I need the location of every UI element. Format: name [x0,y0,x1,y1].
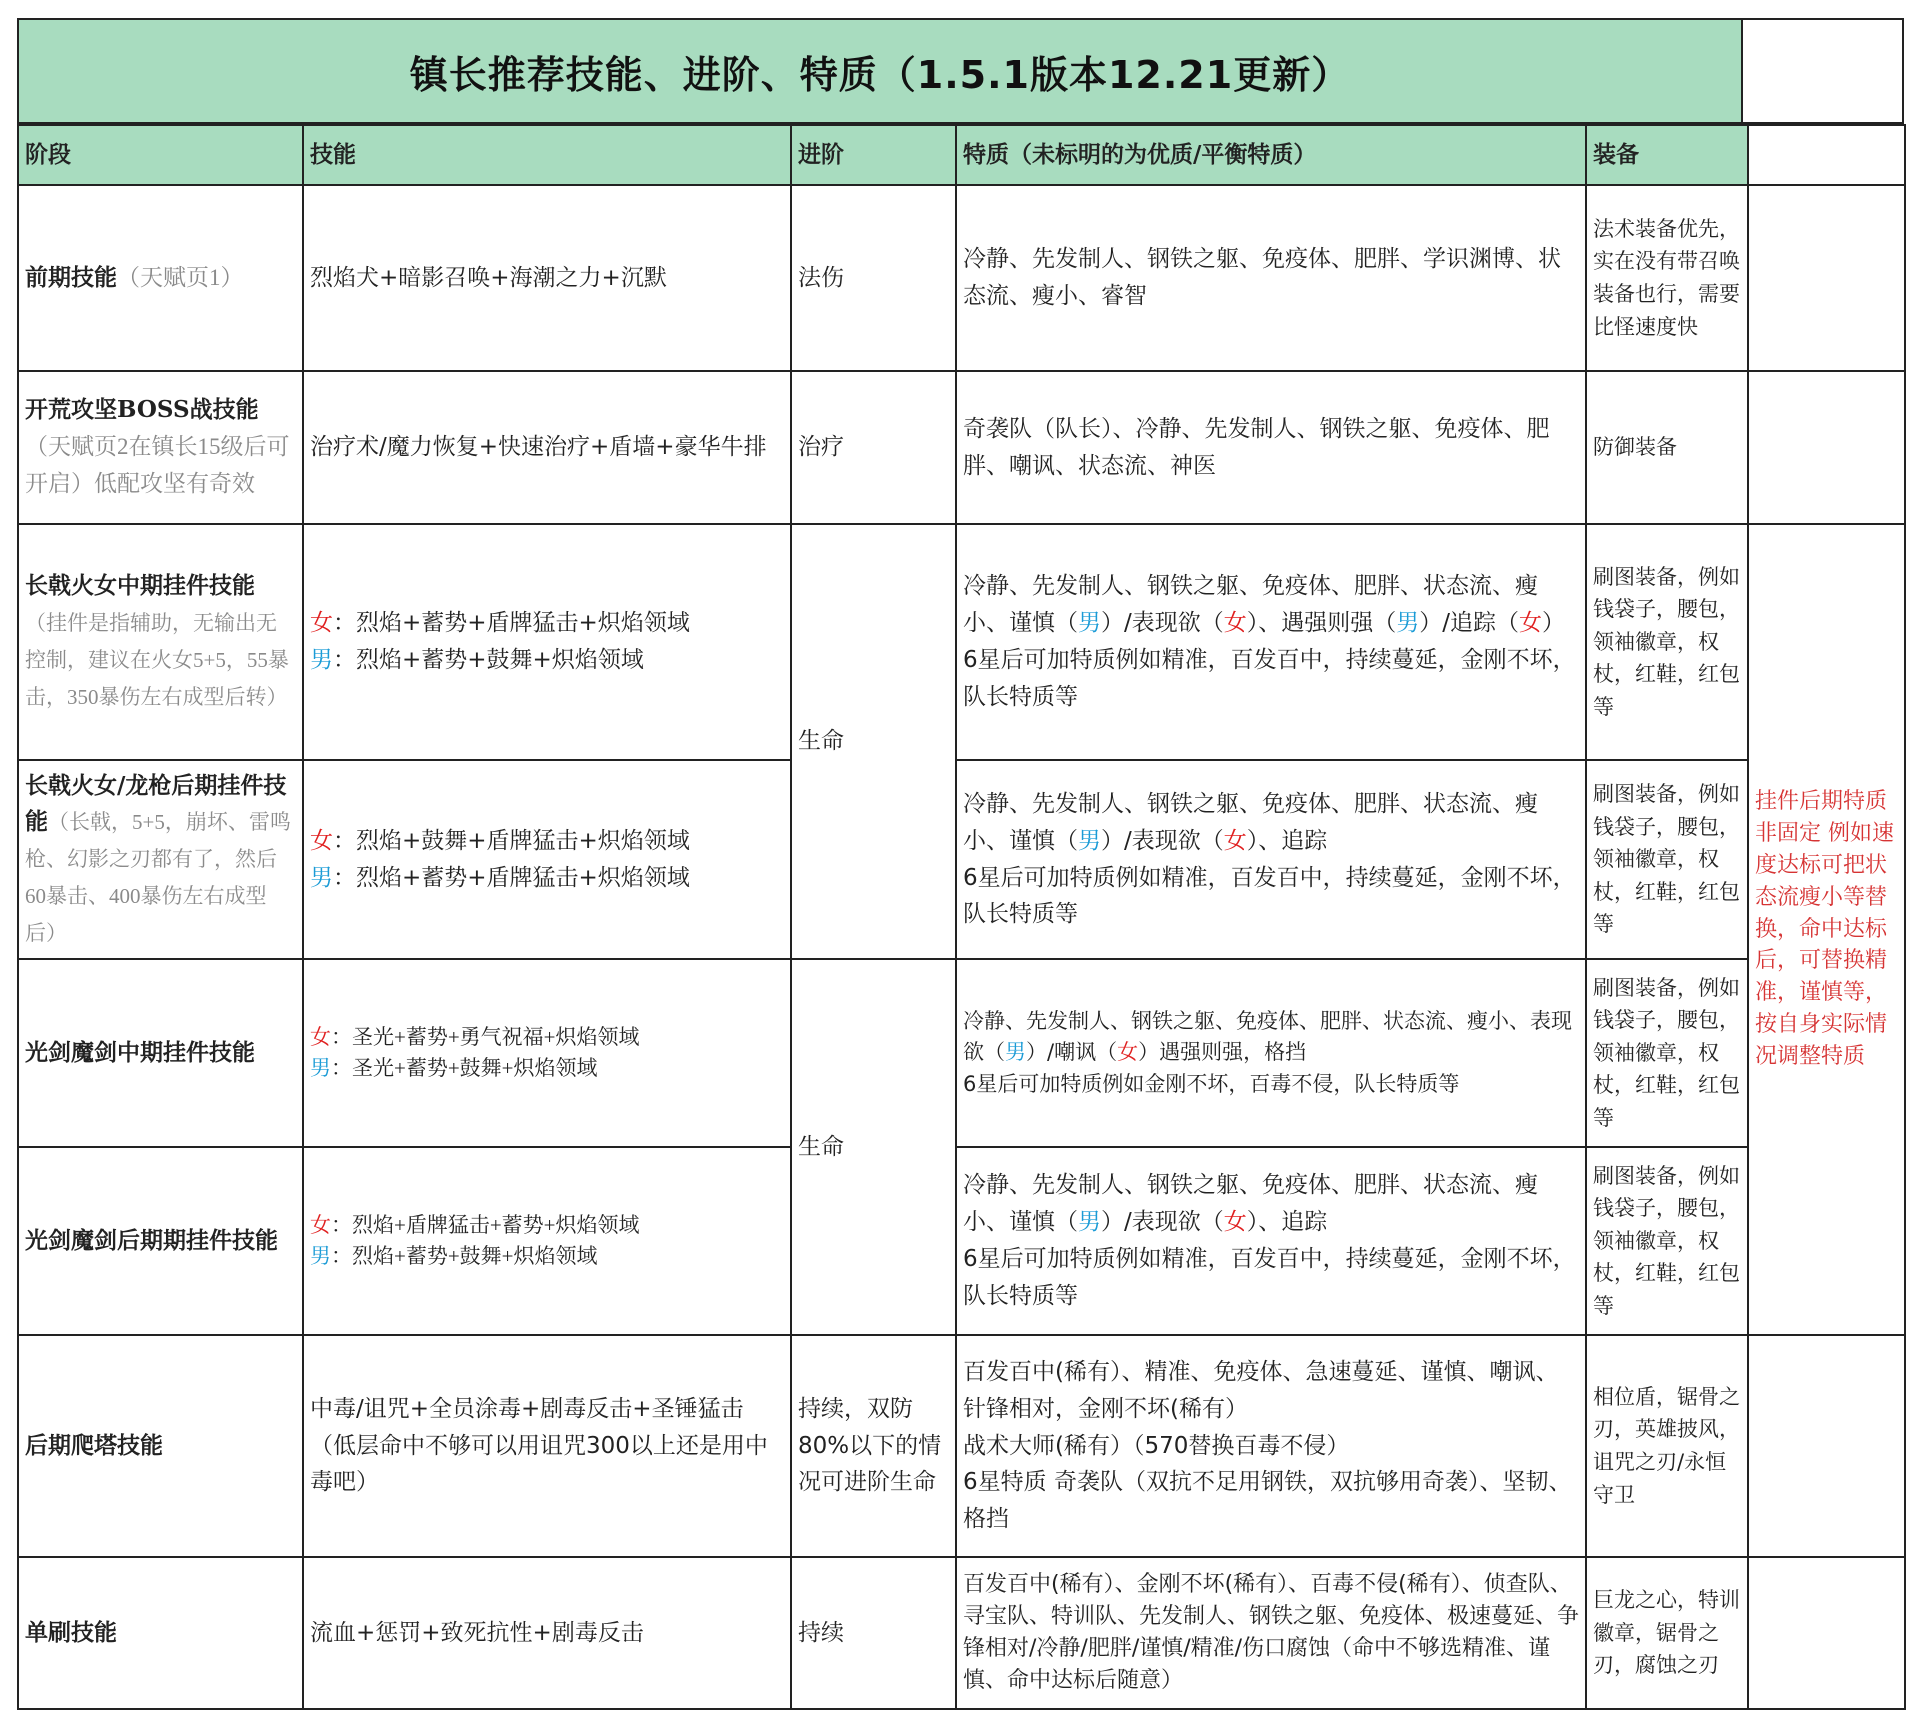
advance-cell: 持续 [791,1557,956,1709]
equip-cell: 刷图装备，例如钱袋子，腰包，领袖徽章，权杖，红鞋，红包等 [1586,524,1748,760]
table-row [18,524,1905,760]
header-trait: 特质（未标明的为优质/平衡特质） [956,125,1586,185]
blank-cell [1748,1557,1905,1709]
stage-note: （长戟，5+5，崩坏、雷鸣枪、幻影之刃都有了，然后60暴击、400暴伤左右成型后） [25,810,291,945]
stage-cell [18,371,303,524]
stage-cell [18,1147,303,1335]
header-advance: 进阶 [791,125,956,185]
equip-cell: 刷图装备，例如钱袋子，腰包，领袖徽章，权杖，红鞋，红包等 [1586,1147,1748,1335]
skills-table [17,124,1906,1710]
trait-cell: 冷静、先发制人、钢铁之躯、免疫体、肥胖、学识渊博、状态流、瘦小、睿智 [956,185,1586,371]
advance-cell: 持续，双防80%以下的情况可进阶生命 [791,1335,956,1557]
header-equip: 装备 [1586,125,1748,185]
male-skill: 圣光+蓄势+鼓舞+炽焰领域 [352,1056,598,1080]
equip-cell: 巨龙之心，特训徽章，锯骨之刃，腐蚀之刃 [1586,1557,1748,1709]
trait-cell: 冷静、先发制人、钢铁之躯、免疫体、肥胖、状态流、瘦小、谨慎（男）/表现欲（女）、追踪 6星后可加特质例如精准，百发百中，持续蔓延，金刚不坏，队长特质等 [956,1147,1586,1335]
advance-cell: 治疗 [791,371,956,524]
table-row [18,1147,1905,1335]
skill-cell: 流血+惩罚+致死抗性+剧毒反击 [303,1557,791,1709]
blank-cell [1748,371,1905,524]
female-label: 女 [310,827,333,854]
skill-cell: 女：烈焰+蓄势+盾牌猛击+炽焰领域 男：烈焰+蓄势+鼓舞+炽焰领域 [303,524,791,760]
female-skill: 烈焰+鼓舞+盾牌猛击+炽焰领域 [356,827,690,854]
female-skill: 烈焰+蓄势+盾牌猛击+炽焰领域 [356,610,690,637]
trait-cell: 冷静、先发制人、钢铁之躯、免疫体、肥胖、状态流、瘦小、谨慎（男）/表现欲（女）、遇强则强（男）/追踪（女） 6星后可加特质例如精准，百发百中，持续蔓延，金刚不坏，队长特质等 [956,524,1586,760]
stage-name: 前期技能 [25,263,117,291]
skill-text: 中毒/诅咒+全员涂毒+剧毒反击+圣锤猛击 [310,1395,744,1422]
sheet [17,18,1904,1708]
header-stage: 阶段 [18,125,303,185]
equip-cell: 防御装备 [1586,371,1748,524]
trait-cell: 百发百中(稀有）、精准、免疫体、急速蔓延、谨慎、嘲讽、针锋相对，金刚不坏(稀有） 战术大师(稀有）（570替换百毒不侵） 6星特质 奇袭队（双抗不足用钢铁，双抗够用奇袭）、坚韧、格挡 [956,1335,1586,1557]
female-label: 女 [310,1212,331,1237]
trait-cell: 奇袭队（队长）、冷静、先发制人、钢铁之躯、免疫体、肥胖、嘲讽、状态流、神医 [956,371,1586,524]
male-label: 男 [310,864,333,891]
stage-name: 单刷技能 [25,1618,117,1646]
stage-note: （天赋页2在镇长15级后可开启）低配攻坚有奇效 [25,434,290,496]
skill-cell: 女：烈焰+盾牌猛击+蓄势+炽焰领域 男：烈焰+蓄势+鼓舞+炽焰领域 [303,1147,791,1335]
male-skill: 烈焰+蓄势+盾牌猛击+炽焰领域 [356,864,690,891]
blank-cell [1748,185,1905,371]
male-skill: 烈焰+蓄势+鼓舞+炽焰领域 [352,1244,598,1268]
advance-cell: 法伤 [791,185,956,371]
stage-cell [18,1557,303,1709]
stage-name: 长戟火女中期挂件技能 [25,572,255,600]
header-blank [1748,125,1905,185]
header-skill: 技能 [303,125,791,185]
equip-cell: 刷图装备，例如钱袋子，腰包，领袖徽章，权杖，红鞋，红包等 [1586,760,1748,959]
female-label: 女 [310,1024,331,1049]
equip-cell: 相位盾，锯骨之刃，英雄披风，诅咒之刃/永恒守卫 [1586,1335,1748,1557]
skill-cell: 女：烈焰+鼓舞+盾牌猛击+炽焰领域 男：烈焰+蓄势+盾牌猛击+炽焰领域 [303,760,791,959]
stage-name: 长戟火女/龙枪后期挂件技能 [25,771,287,836]
stage-cell [18,760,303,959]
male-label: 男 [310,1056,331,1080]
stage-cell [18,524,303,760]
stage-name: 光剑魔剑后期期挂件技能 [25,1226,278,1254]
stage-name: 光剑魔剑中期挂件技能 [25,1038,255,1066]
skill-cell: 烈焰犬+暗影召唤+海潮之力+沉默 [303,185,791,371]
table-row [18,185,1905,371]
female-skill: 烈焰+盾牌猛击+蓄势+炽焰领域 [352,1212,640,1237]
title-text: 镇长推荐技能、进阶、特质（1.5.1版本12.21更新） [409,52,1351,97]
skill-cell: 女：圣光+蓄势+勇气祝福+炽焰领域 男：圣光+蓄势+鼓舞+炽焰领域 [303,959,791,1147]
header-row [18,125,1905,185]
skill-note: （低层命中不够可以用诅咒300以上还是用中毒吧） [310,1432,768,1496]
trait-cell: 冷静、先发制人、钢铁之躯、免疫体、肥胖、状态流、瘦小、表现欲（男）/嘲讽（女）遇强则强，格挡 6星后可加特质例如金刚不坏，百毒不侵，队长特质等 [956,959,1586,1147]
equip-cell: 法术装备优先，实在没有带召唤装备也行，需要比怪速度快 [1586,185,1748,371]
male-label: 男 [310,1244,331,1268]
table-row [18,959,1905,1147]
table-row [18,760,1905,959]
trait-cell: 冷静、先发制人、钢铁之躯、免疫体、肥胖、状态流、瘦小、谨慎（男）/表现欲（女）、追踪 6星后可加特质例如精准，百发百中，持续蔓延，金刚不坏，队长特质等 [956,760,1586,959]
advance-cell: 生命 [791,959,956,1335]
stage-name: 开荒攻坚BOSS战技能 [25,396,259,424]
stage-cell [18,185,303,371]
stage-cell [18,1335,303,1557]
trait-cell: 百发百中(稀有）、金刚不坏(稀有）、百毒不侵(稀有）、侦查队、寻宝队、特训队、先发制人、钢铁之躯、免疫体、极速蔓延、争锋相对/冷静/肥胖/谨慎/精准/伤口腐蚀（命中不够选精准、谨慎、命中达标后随意） [956,1557,1586,1709]
table-row [18,1557,1905,1709]
side-note: 挂件后期特质非固定 例如速度达标可把状态流瘦小等替换，命中达标后，可替换精准，谨慎等，按自身实际情况调整特质 [1748,524,1905,1335]
skill-cell: 治疗术/魔力恢复+快速治疗+盾墙+豪华牛排 [303,371,791,524]
advance-cell: 生命 [791,524,956,959]
female-skill: 圣光+蓄势+勇气祝福+炽焰领域 [352,1024,640,1049]
page-title [17,18,1743,124]
skill-cell [303,1335,791,1557]
male-skill: 烈焰+蓄势+鼓舞+炽焰领域 [356,647,644,673]
equip-cell: 刷图装备，例如钱袋子，腰包，领袖徽章，权杖，红鞋，红包等 [1586,959,1748,1147]
title-side-blank [1743,18,1904,124]
table-row [18,1335,1905,1557]
stage-note: （天赋页1） [117,264,244,290]
blank-cell [1748,1335,1905,1557]
male-label: 男 [310,647,333,673]
female-label: 女 [310,610,333,637]
stage-cell [18,959,303,1147]
stage-note: （挂件是指辅助，无输出无控制，建议在火女5+5，55暴击，350暴伤左右成型后转） [25,611,289,709]
table-row [18,371,1905,524]
stage-name: 后期爬塔技能 [25,1431,163,1459]
